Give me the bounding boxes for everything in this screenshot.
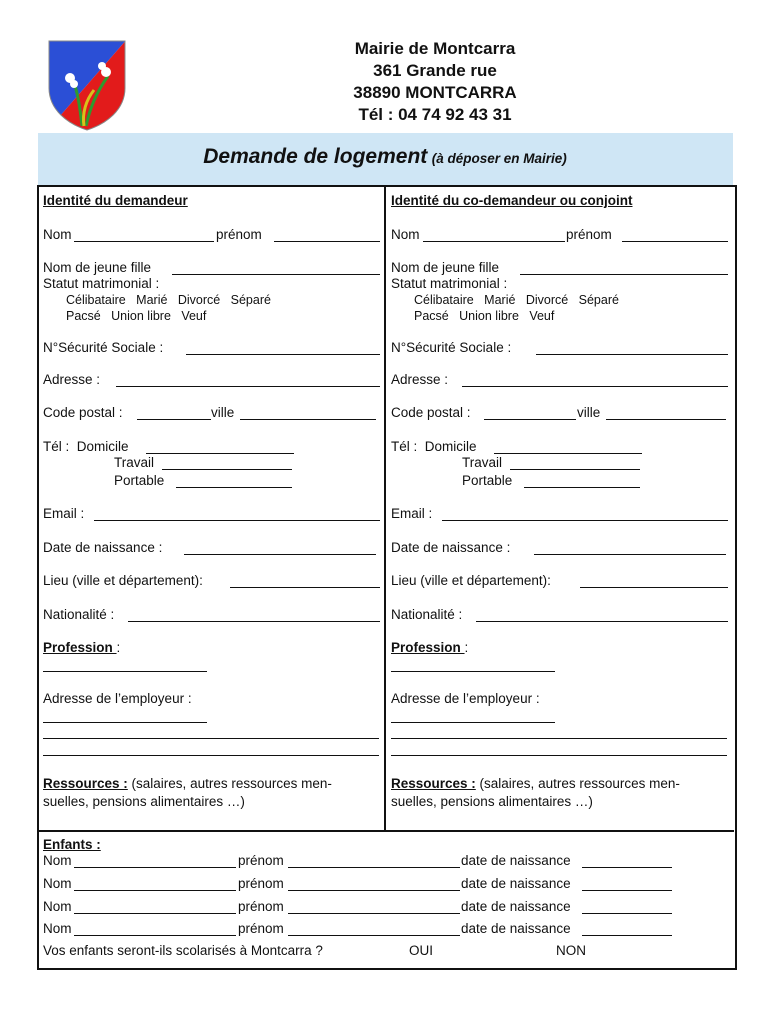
right-adresse-field[interactable] — [462, 386, 728, 387]
right-employeur-field-2[interactable] — [391, 738, 727, 739]
right-nationalite-label: Nationalité : — [391, 607, 463, 622]
mairie-header — [300, 38, 570, 126]
enfant-prenom-field[interactable] — [288, 867, 460, 868]
right-travail-field[interactable] — [510, 469, 640, 470]
left-travail-label: Travail — [114, 455, 155, 470]
right-ville-field[interactable] — [606, 419, 726, 420]
enfant-naissance-field[interactable] — [582, 867, 672, 868]
enfant-nom-label: Nom — [43, 876, 72, 891]
enfant-naissance-label: date de naissance — [461, 899, 571, 914]
enfant-prenom-field[interactable] — [288, 913, 460, 914]
left-email-field[interactable] — [94, 520, 380, 521]
enfant-nom-field[interactable] — [74, 935, 236, 936]
left-portable-label: Portable — [114, 473, 165, 488]
enfant-nom-label: Nom — [43, 899, 72, 914]
left-employeur-field-3[interactable] — [43, 755, 379, 756]
left-secu-label: N°Sécurité Sociale : — [43, 340, 164, 355]
right-email-field[interactable] — [442, 520, 728, 521]
right-secu-field[interactable] — [536, 354, 728, 355]
left-nationalite-field[interactable] — [128, 621, 380, 622]
left-adresse-field[interactable] — [116, 386, 380, 387]
right-tel-label: Tél : Domicile — [391, 439, 477, 454]
enfant-prenom-label: prénom — [238, 899, 284, 914]
left-adresse-label: Adresse : — [43, 372, 101, 387]
right-adresse-label: Adresse : — [391, 372, 449, 387]
right-jeune-fille-field[interactable] — [520, 274, 728, 275]
left-nationalite-label: Nationalité : — [43, 607, 115, 622]
enfant-prenom-field[interactable] — [288, 890, 460, 891]
scolarisation-question: Vos enfants seront-ils scolarisés à Montcarra ? — [43, 943, 323, 958]
left-ressources-field[interactable] — [43, 831, 379, 832]
left-jeune-fille-label: Nom de jeune fille — [43, 260, 152, 275]
enfant-prenom-field[interactable] — [288, 935, 460, 936]
mairie-street: 361 Grande rue — [373, 61, 497, 80]
right-ressources-text-2: suelles, pensions alimentaires …) — [391, 794, 593, 809]
right-nom-field[interactable] — [423, 241, 565, 242]
mairie-city: 38890 MONTCARRA — [353, 83, 517, 102]
left-profession — [43, 640, 120, 656]
right-ressources-text: (salaires, autres ressources men- — [475, 776, 680, 791]
right-employeur-field-3[interactable] — [391, 755, 727, 756]
enfant-naissance-field[interactable] — [582, 890, 672, 891]
left-prenom-label: prénom — [216, 227, 262, 242]
enfant-naissance-label: date de naissance — [461, 876, 571, 891]
left-lieu-label: Lieu (ville et département): — [43, 573, 203, 588]
right-tel-domicile-field[interactable] — [494, 453, 642, 454]
left-profession-field[interactable] — [43, 671, 207, 672]
left-profession-colon: : — [116, 640, 121, 655]
form-title-sub: (à déposer en Mairie) — [431, 151, 567, 166]
enfant-nom-label: Nom — [43, 853, 72, 868]
right-ville-label: ville — [577, 405, 601, 420]
right-lieu-field[interactable] — [580, 587, 728, 588]
right-ressources-field[interactable] — [391, 831, 727, 832]
left-statut-options-2: Pacsé Union libre Veuf — [66, 309, 207, 323]
left-ressources-text-2: suelles, pensions alimentaires …) — [43, 794, 245, 809]
right-statut-options-1: Célibataire Marié Divorcé Séparé — [414, 293, 619, 307]
column-divider — [384, 187, 386, 830]
right-jeune-fille-label: Nom de jeune fille — [391, 260, 500, 275]
left-cp-label: Code postal : — [43, 405, 123, 420]
right-cp-field[interactable] — [484, 419, 576, 420]
right-statut-options-2: Pacsé Union libre Veuf — [414, 309, 555, 323]
left-ville-label: ville — [211, 405, 235, 420]
montcarra-coat-of-arms-icon — [46, 38, 128, 132]
left-ressources — [43, 776, 332, 792]
left-jeune-fille-field[interactable] — [172, 274, 380, 275]
left-profession-label: Profession — [43, 640, 117, 655]
right-naissance-label: Date de naissance : — [391, 540, 511, 555]
enfant-naissance-field[interactable] — [582, 913, 672, 914]
right-lieu-label: Lieu (ville et département): — [391, 573, 551, 588]
left-cp-field[interactable] — [137, 419, 211, 420]
mairie-name: Mairie de Montcarra — [354, 39, 516, 58]
form-title — [0, 145, 770, 169]
right-portable-field[interactable] — [524, 487, 640, 488]
enfant-naissance-label: date de naissance — [461, 853, 571, 868]
scolarisation-oui-option[interactable]: OUI — [409, 943, 434, 958]
right-profession-colon: : — [464, 640, 469, 655]
enfant-prenom-label: prénom — [238, 876, 284, 891]
enfant-nom-field[interactable] — [74, 867, 236, 868]
left-prenom-field[interactable] — [274, 241, 380, 242]
enfant-prenom-label: prénom — [238, 853, 284, 868]
left-statut-label: Statut matrimonial : — [43, 276, 160, 291]
left-tel-label: Tél : Domicile — [43, 439, 129, 454]
form-title-main: Demande de logement — [203, 145, 428, 168]
right-heading: Identité du co-demandeur ou conjoint — [391, 193, 633, 208]
right-profession — [391, 640, 468, 656]
left-secu-field[interactable] — [186, 354, 380, 355]
left-naissance-field[interactable] — [184, 554, 376, 555]
enfant-prenom-label: prénom — [238, 921, 284, 936]
left-lieu-field[interactable] — [230, 587, 380, 588]
enfant-naissance-label: date de naissance — [461, 921, 571, 936]
right-nom-label: Nom — [391, 227, 420, 242]
enfant-nom-label: Nom — [43, 921, 72, 936]
scolarisation-non-option[interactable]: NON — [556, 943, 586, 958]
left-ressources-label: Ressources : — [43, 776, 128, 791]
right-employeur-field-1[interactable] — [391, 722, 555, 723]
right-profession-label: Profession — [391, 640, 465, 655]
right-naissance-field[interactable] — [534, 554, 726, 555]
left-email-label: Email : — [43, 506, 85, 521]
right-employeur-label: Adresse de l’employeur : — [391, 691, 540, 706]
right-email-label: Email : — [391, 506, 433, 521]
left-employeur-field-2[interactable] — [43, 738, 379, 739]
enfant-nom-field[interactable] — [74, 890, 236, 891]
enfant-nom-field[interactable] — [74, 913, 236, 914]
left-employeur-label: Adresse de l’employeur : — [43, 691, 192, 706]
left-ressources-text: (salaires, autres ressources men- — [127, 776, 332, 791]
left-ville-field[interactable] — [240, 419, 376, 420]
left-naissance-label: Date de naissance : — [43, 540, 163, 555]
left-nom-field[interactable] — [74, 241, 214, 242]
right-ressources — [391, 776, 680, 792]
right-cp-label: Code postal : — [391, 405, 471, 420]
right-nationalite-field[interactable] — [476, 621, 728, 622]
right-profession-field[interactable] — [391, 671, 555, 672]
right-travail-label: Travail — [462, 455, 503, 470]
left-statut-options-1: Célibataire Marié Divorcé Séparé — [66, 293, 271, 307]
right-secu-label: N°Sécurité Sociale : — [391, 340, 512, 355]
right-statut-label: Statut matrimonial : — [391, 276, 508, 291]
left-employeur-field-1[interactable] — [43, 722, 207, 723]
enfants-heading: Enfants : — [43, 837, 101, 852]
left-heading: Identité du demandeur — [43, 193, 188, 208]
right-portable-label: Portable — [462, 473, 513, 488]
left-tel-domicile-field[interactable] — [146, 453, 294, 454]
right-ressources-label: Ressources : — [391, 776, 476, 791]
mairie-phone: Tél : 04 74 92 43 31 — [358, 105, 512, 124]
left-travail-field[interactable] — [162, 469, 292, 470]
right-prenom-label: prénom — [566, 227, 612, 242]
right-prenom-field[interactable] — [622, 241, 728, 242]
left-nom-label: Nom — [43, 227, 72, 242]
left-portable-field[interactable] — [176, 487, 292, 488]
enfant-naissance-field[interactable] — [582, 935, 672, 936]
